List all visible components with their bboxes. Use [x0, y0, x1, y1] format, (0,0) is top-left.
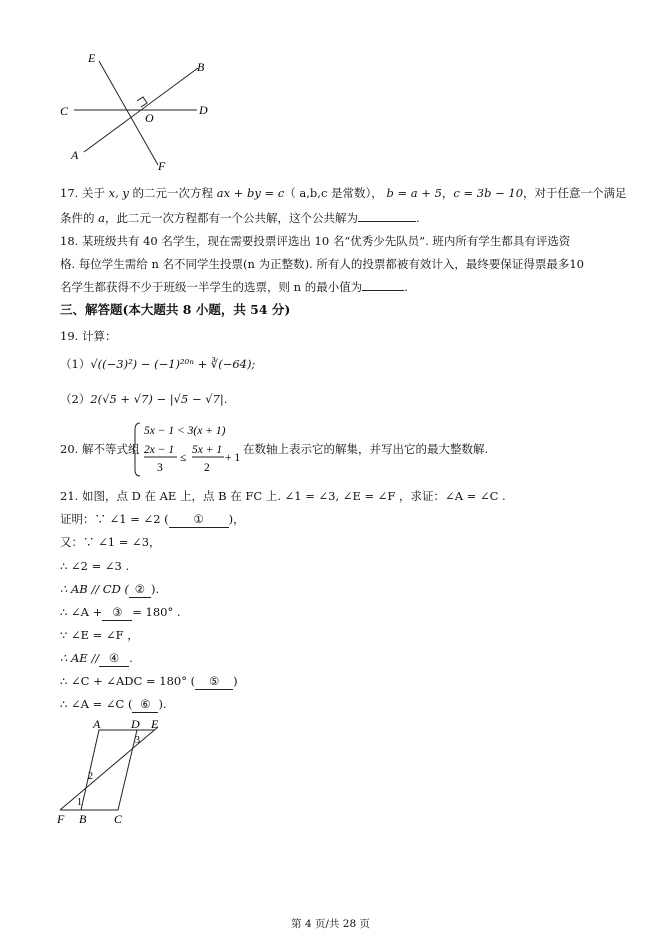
blank-3[interactable]: ③ — [102, 604, 132, 621]
q21-title: 21. 如图，点 D 在 AE 上，点 B 在 FC 上. ∠1 = ∠3, ∠E = ∠F ，求证：∠A = ∠C . — [60, 489, 506, 503]
label-B: B — [197, 60, 205, 74]
blank-5[interactable]: ⑤ — [195, 673, 233, 690]
q20-suffix: 在数轴上表示它的解集，并写出它的最大整数解. — [243, 442, 489, 456]
label-A: A — [93, 717, 101, 731]
label-C: C — [114, 812, 123, 826]
q19-part1: （1）√((−3)²) − (−1)²⁰ⁿ + ∛(−64); — [60, 357, 256, 371]
line-ef — [60, 727, 158, 810]
page-footer: 第 4 页/共 28 页 — [291, 918, 370, 930]
ineq2-plus: + 1 — [225, 452, 241, 464]
q17-line1: 17. 关于 x, y 的二元一次方程 ax + by = c（ a,b,c 是常数）， b = a + 5，c = 3b − 10，对于任意一个满足 — [60, 186, 627, 200]
label-A: A — [71, 148, 79, 162]
quadrilateral-abcd — [81, 730, 137, 810]
q19-title: 19. 计算： — [60, 329, 117, 343]
label-1: 1 — [77, 797, 82, 808]
label-2: 2 — [88, 771, 93, 782]
q21-step5: ∴ ∠A + ③ = 180° . — [60, 605, 181, 619]
q21-step3: ∴ ∠2 = ∠3 . — [60, 559, 130, 573]
q18-line2: 格. 每位学生需给 n 名不同学生投票(n 为正整数). 所有人的投票都被有效计入，最终要保证得票最多10 — [60, 257, 585, 271]
ineq2-right-num: 5x + 1 — [192, 444, 223, 456]
label-D: D — [199, 103, 208, 117]
blank-6[interactable]: ⑥ — [132, 696, 158, 713]
q18-line3: 名学生都获得不少于班级一半学生的选票，则 n 的最小值为 . — [60, 280, 408, 294]
figure-parallelogram — [55, 716, 175, 826]
label-B: B — [79, 812, 87, 826]
ineq1: 5x − 1 < 3(x + 1) — [144, 425, 226, 437]
section-title: 三、解答题(本大题共 8 小题，共 54 分) — [60, 302, 291, 317]
q21-step1: 证明：∵ ∠1 = ∠2 ( ① )， — [60, 512, 245, 526]
q17-answer-blank[interactable] — [358, 221, 416, 222]
right-angle-mark — [137, 97, 147, 107]
label-D: D — [131, 717, 140, 731]
label-F: F — [158, 159, 166, 173]
q21-step7: ∴ AE // ④ . — [60, 651, 133, 665]
label-3: 3 — [135, 735, 140, 746]
label-E: E — [88, 51, 96, 65]
ineq2-left-num: 2x − 1 — [144, 444, 175, 456]
q19-part2: （2）2(√5 + √7) − |√5 − √7|. — [60, 392, 228, 406]
q18-line1: 18. 某班级共有 40 名学生，现在需要投票评选出 10 名“优秀少先队员”. 班内所有学生都具有评选资 — [60, 234, 571, 248]
label-E: E — [151, 717, 159, 731]
label-C: C — [60, 104, 69, 118]
ineq2-left-den: 3 — [157, 462, 163, 474]
q21-step6: ∵ ∠E = ∠F ， — [60, 628, 139, 642]
q21-step4: ∴ AB // CD ( ② ). — [60, 582, 160, 596]
q18-answer-blank[interactable] — [362, 290, 404, 291]
blank-2[interactable]: ② — [129, 581, 151, 598]
q17-line2: 条件的 a，此二元一次方程都有一个公共解，这个公共解为 . — [60, 211, 420, 225]
q21-step9: ∴ ∠A = ∠C ( ⑥ ). — [60, 697, 167, 711]
q20-inequality-system — [132, 420, 242, 478]
q20-prefix: 20. 解不等式组 — [60, 442, 140, 456]
ineq2-le: ≤ — [180, 452, 187, 464]
q21-step8: ∴ ∠C + ∠ADC = 180° ( ⑤ ) — [60, 674, 238, 688]
q21-step2: 又：∵ ∠1 = ∠3， — [60, 535, 161, 549]
ineq2-right-den: 2 — [204, 462, 210, 474]
label-O: O — [145, 111, 154, 125]
blank-4[interactable]: ④ — [99, 650, 129, 667]
label-F: F — [57, 812, 65, 826]
figure-intersecting-lines — [52, 44, 232, 179]
blank-1[interactable]: ① — [169, 511, 229, 528]
system-brace — [132, 423, 140, 476]
